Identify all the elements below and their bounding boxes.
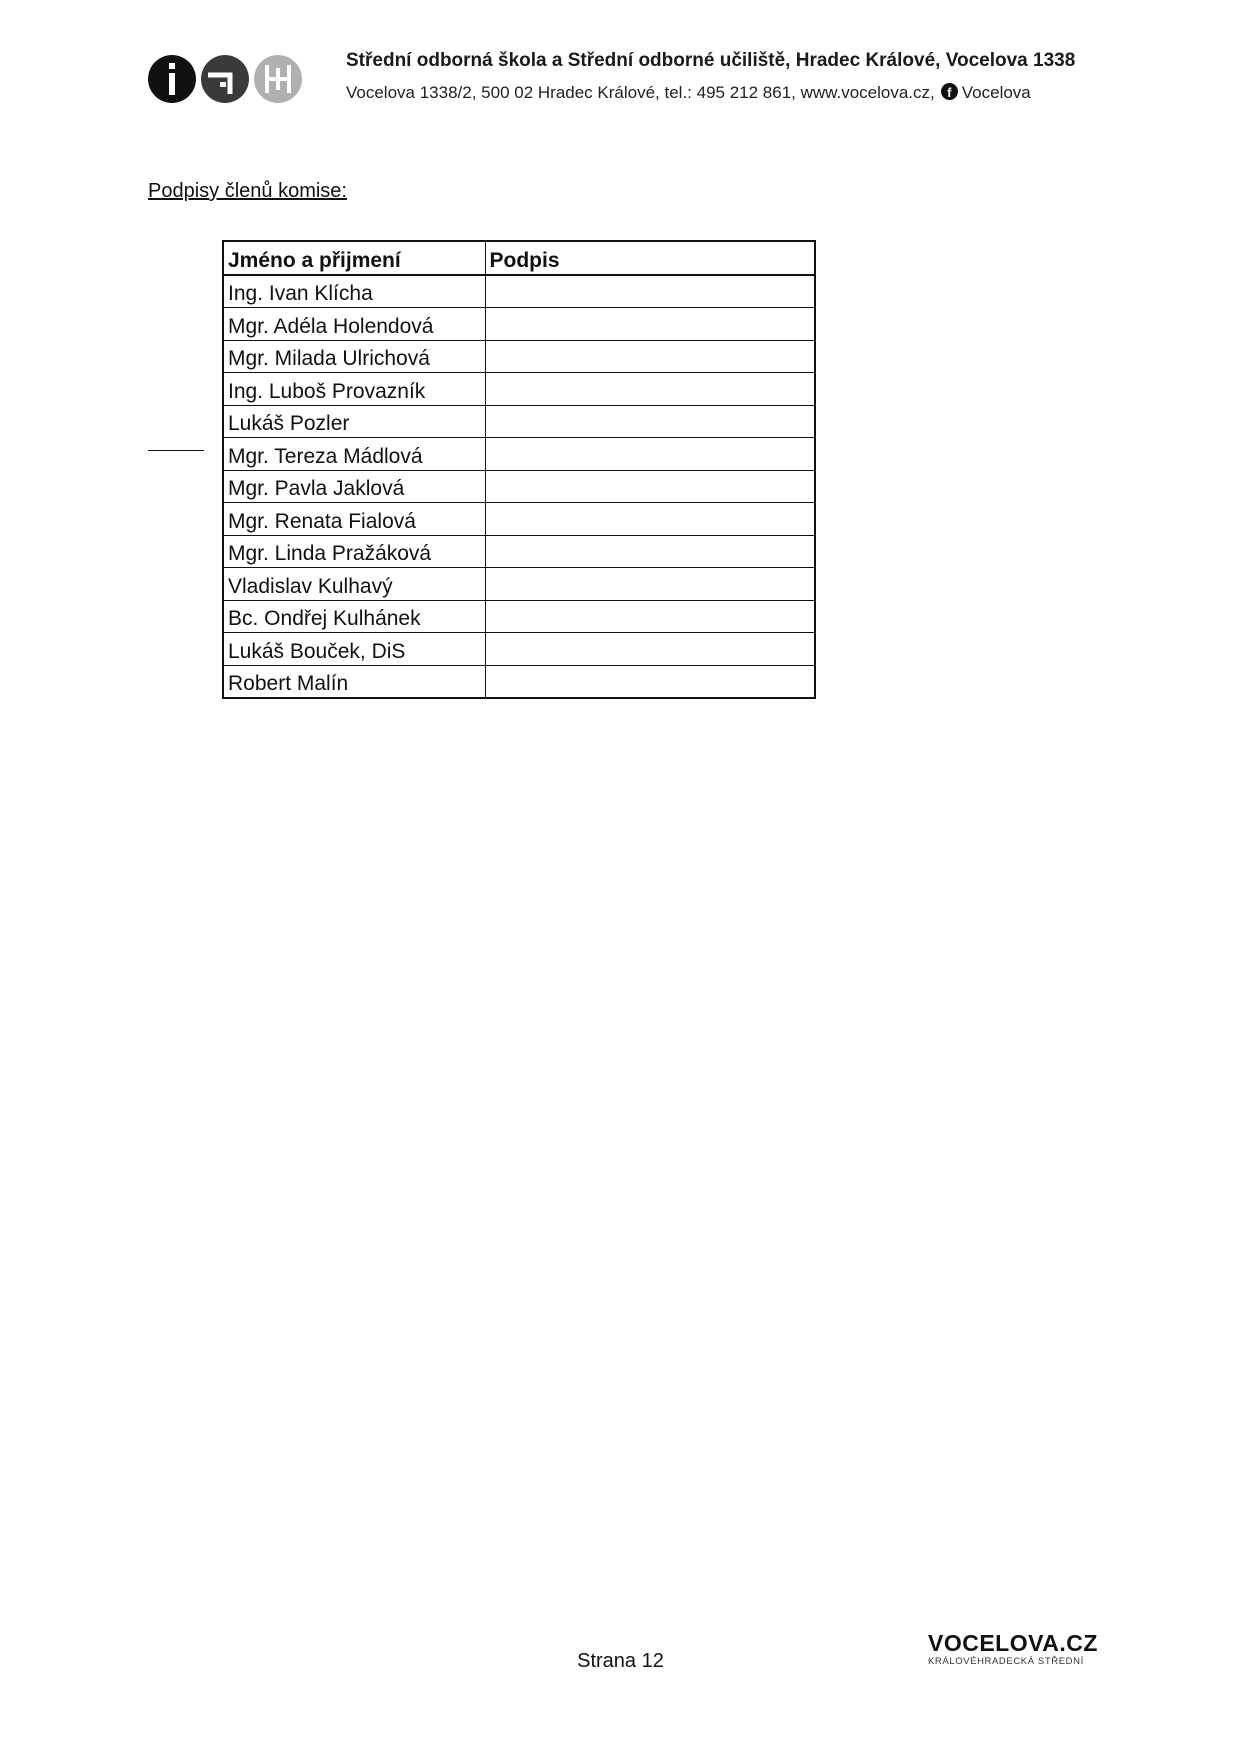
signature-cell [485, 568, 815, 601]
signature-cell [485, 665, 815, 698]
footer-brand [928, 1630, 1098, 1668]
member-name: Mgr. Renata Fialová [223, 503, 485, 536]
table-row [223, 600, 815, 633]
table-row [223, 470, 815, 503]
member-name: Bc. Ondřej Kulhánek [223, 600, 485, 633]
table-row [223, 405, 815, 438]
table-row [223, 438, 815, 471]
member-name: Lukáš Pozler [223, 405, 485, 438]
logo-icons [148, 54, 308, 104]
circle-step-icon [201, 55, 249, 103]
circle-i-icon [148, 55, 196, 103]
table-row [223, 275, 815, 308]
member-name: Mgr. Milada Ulrichová [223, 340, 485, 373]
page-number: Strana 12 [577, 1650, 664, 1672]
facebook-icon: f [941, 83, 958, 100]
signature-cell [485, 633, 815, 666]
school-logo [148, 54, 308, 104]
signature-cell [485, 308, 815, 341]
table-row [223, 308, 815, 341]
signature-cell [485, 405, 815, 438]
member-name: Ing. Luboš Provazník [223, 373, 485, 406]
member-name: Ing. Ivan Klícha [223, 275, 485, 308]
signature-cell [485, 438, 815, 471]
table-row [223, 503, 815, 536]
column-header-signature: Podpis [485, 241, 815, 275]
signature-cell [485, 503, 815, 536]
school-contact [346, 83, 1031, 103]
member-name: Robert Malín [223, 665, 485, 698]
signature-cell [485, 275, 815, 308]
facebook-label: Vocelova [961, 83, 1031, 102]
margin-line [148, 450, 204, 451]
signature-cell [485, 340, 815, 373]
table-row [223, 633, 815, 666]
signature-cell [485, 535, 815, 568]
school-name: Střední odborná škola a Střední odborné učiliště, Hradec Králové, Vocelova 1338 [346, 50, 1076, 71]
member-name: Vladislav Kulhavý [223, 568, 485, 601]
member-name: Mgr. Adéla Holendová [223, 308, 485, 341]
circle-h-icon [254, 55, 302, 103]
table-header-row [223, 241, 815, 275]
signature-cell [485, 373, 815, 406]
footer-brand-tagline: KRÁLOVÉHRADECKÁ STŘEDNÍ [928, 1656, 1084, 1667]
contact-text: Vocelova 1338/2, 500 02 Hradec Králové, tel.: 495 212 861, www.vocelova.cz, [346, 83, 935, 102]
table-row [223, 568, 815, 601]
member-name: Mgr. Pavla Jaklová [223, 470, 485, 503]
table-row [223, 373, 815, 406]
member-name: Mgr. Tereza Mádlová [223, 438, 485, 471]
column-header-name: Jméno a přijmení [223, 241, 485, 275]
member-name: Lukáš Bouček, DiS [223, 633, 485, 666]
members-signature-table [222, 240, 816, 699]
signature-cell [485, 470, 815, 503]
table-row [223, 665, 815, 698]
footer-brand-name: VOCELOVA.CZ [928, 1630, 1098, 1656]
section-heading: Podpisy členů komise: [148, 180, 347, 202]
table-row [223, 535, 815, 568]
table-row [223, 340, 815, 373]
signature-cell [485, 600, 815, 633]
member-name: Mgr. Linda Pražáková [223, 535, 485, 568]
